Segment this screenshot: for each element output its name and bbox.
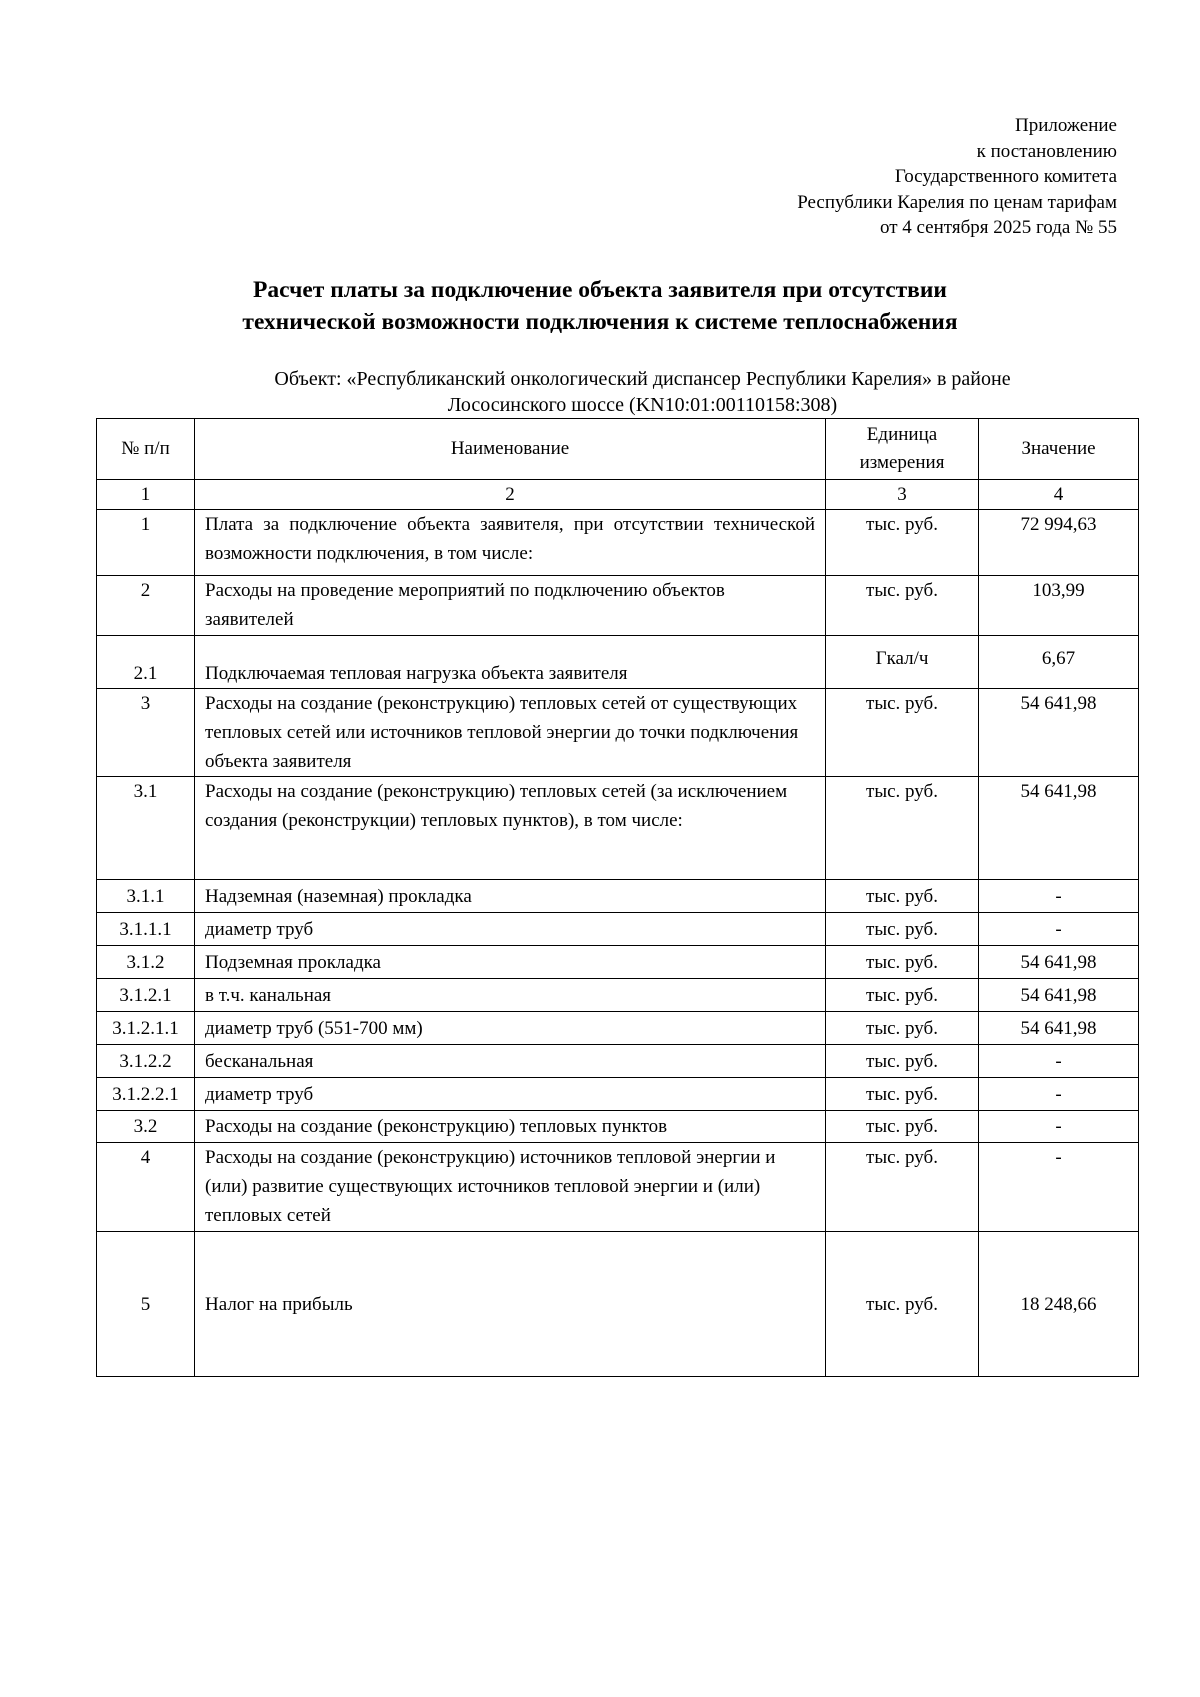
object-description xyxy=(195,366,1090,418)
header-row xyxy=(97,419,1139,480)
table-row xyxy=(97,1232,1139,1377)
appendix-line: от 4 сентября 2025 года № 55 xyxy=(879,217,1117,238)
object-line: Лососинского шоссе (KN10:01:00110158:308) xyxy=(447,394,838,416)
table-row xyxy=(97,1078,1139,1111)
row-unit: тыс. руб. xyxy=(826,913,979,946)
table-row xyxy=(97,576,1139,636)
column-numbers-row xyxy=(97,480,1139,510)
header-name: Наименование xyxy=(195,419,826,480)
column-number: 4 xyxy=(979,480,1139,510)
row-value: - xyxy=(979,880,1139,913)
row-num: 3.1.2 xyxy=(97,946,195,979)
row-name: диаметр труб (551-700 мм) xyxy=(195,1012,826,1045)
row-name: Расходы на создание (реконструкцию) тепловых пунктов xyxy=(195,1111,826,1143)
row-unit: Гкал/ч xyxy=(826,636,979,689)
row-num: 3.1.2.2.1 xyxy=(97,1078,195,1111)
row-value: 6,67 xyxy=(979,636,1139,689)
row-value: - xyxy=(979,1045,1139,1078)
row-unit: тыс. руб. xyxy=(826,1012,979,1045)
row-name: Расходы на создание (реконструкцию) источников тепловой энергии и (или) развитие существующих источников тепловой энергии и (или) тепловых сетей xyxy=(195,1143,826,1232)
row-value: 103,99 xyxy=(979,576,1139,636)
row-name: Налог на прибыль xyxy=(195,1232,826,1377)
row-unit: тыс. руб. xyxy=(826,1111,979,1143)
row-name: диаметр труб xyxy=(195,913,826,946)
object-line: Объект: «Республиканский онкологический диспансер Республики Карелия» в районе xyxy=(274,368,1011,390)
row-name: бесканальная xyxy=(195,1045,826,1078)
table-row xyxy=(97,979,1139,1012)
calculation-table xyxy=(96,418,1139,1377)
row-unit: тыс. руб. xyxy=(826,1232,979,1377)
row-num: 3.1.1 xyxy=(97,880,195,913)
row-value: - xyxy=(979,1078,1139,1111)
row-unit: тыс. руб. xyxy=(826,576,979,636)
table-row xyxy=(97,880,1139,913)
header-num: № п/п xyxy=(97,419,195,480)
row-unit: тыс. руб. xyxy=(826,777,979,880)
row-name: Подземная прокладка xyxy=(195,946,826,979)
table-row xyxy=(97,1111,1139,1143)
row-value: 54 641,98 xyxy=(979,979,1139,1012)
row-name: Расходы на создание (реконструкцию) тепловых сетей (за исключением создания (реконструкции) тепловых пунктов), в том числе: xyxy=(195,777,826,880)
title-line: технической возможности подключения к системе теплоснабжения xyxy=(242,309,958,335)
row-name: Подключаемая тепловая нагрузка объекта заявителя xyxy=(195,636,826,689)
row-num: 3.1.2.2 xyxy=(97,1045,195,1078)
row-num: 2.1 xyxy=(97,636,195,689)
header-value: Значение xyxy=(979,419,1139,480)
row-value: - xyxy=(979,1111,1139,1143)
row-num: 1 xyxy=(97,510,195,576)
row-name: диаметр труб xyxy=(195,1078,826,1111)
row-num: 3.1.2.1.1 xyxy=(97,1012,195,1045)
row-value: - xyxy=(979,913,1139,946)
row-unit: тыс. руб. xyxy=(826,1078,979,1111)
row-num: 3.1.1.1 xyxy=(97,913,195,946)
row-unit: тыс. руб. xyxy=(826,880,979,913)
table-row xyxy=(97,946,1139,979)
row-value: 54 641,98 xyxy=(979,1012,1139,1045)
table-row xyxy=(97,777,1139,880)
table-row xyxy=(97,1143,1139,1232)
row-num: 5 xyxy=(97,1232,195,1377)
row-value: 18 248,66 xyxy=(979,1232,1139,1377)
table-row xyxy=(97,689,1139,777)
header-unit-line: Единица xyxy=(866,424,938,445)
table-row xyxy=(97,510,1139,576)
row-num: 3 xyxy=(97,689,195,777)
row-name: Плата за подключение объекта заявителя, при отсутствии технической возможности подключения, в том числе: xyxy=(195,510,826,576)
table-row xyxy=(97,1012,1139,1045)
title-line: Расчет платы за подключение объекта заявителя при отсутствии xyxy=(253,277,947,303)
row-name: Расходы на создание (реконструкцию) тепловых сетей от существующих тепловых сетей или источников тепловой энергии до точки подключения объекта заявителя xyxy=(195,689,826,777)
column-number: 1 xyxy=(97,480,195,510)
row-num: 3.1 xyxy=(97,777,195,880)
row-name: Надземная (наземная) прокладка xyxy=(195,880,826,913)
table-row xyxy=(97,636,1139,689)
table-row xyxy=(97,1045,1139,1078)
row-num: 3.1.2.1 xyxy=(97,979,195,1012)
row-num: 4 xyxy=(97,1143,195,1232)
row-unit: тыс. руб. xyxy=(826,689,979,777)
row-unit: тыс. руб. xyxy=(826,1143,979,1232)
appendix-line: к постановлению xyxy=(976,140,1117,162)
row-name: Расходы на проведение мероприятий по подключению объектов заявителей xyxy=(195,576,826,636)
row-unit: тыс. руб. xyxy=(826,510,979,576)
row-unit: тыс. руб. xyxy=(826,1045,979,1078)
row-value: 54 641,98 xyxy=(979,946,1139,979)
row-value: 72 994,63 xyxy=(979,510,1139,576)
appendix-line: Государственного комитета xyxy=(894,166,1117,187)
table-row xyxy=(97,913,1139,946)
row-value: - xyxy=(979,1143,1139,1232)
appendix-block xyxy=(797,113,1117,241)
header-unit xyxy=(826,419,979,480)
row-num: 2 xyxy=(97,576,195,636)
row-unit: тыс. руб. xyxy=(826,979,979,1012)
document-title xyxy=(100,274,1100,338)
row-unit: тыс. руб. xyxy=(826,946,979,979)
appendix-line: Приложение xyxy=(1015,115,1117,136)
row-name: в т.ч. канальная xyxy=(195,979,826,1012)
row-num: 3.2 xyxy=(97,1111,195,1143)
header-unit-line: измерения xyxy=(859,452,945,473)
column-number: 2 xyxy=(195,480,826,510)
row-value: 54 641,98 xyxy=(979,689,1139,777)
row-value: 54 641,98 xyxy=(979,777,1139,880)
column-number: 3 xyxy=(826,480,979,510)
appendix-line: Республики Карелия по ценам тарифам xyxy=(797,191,1117,213)
